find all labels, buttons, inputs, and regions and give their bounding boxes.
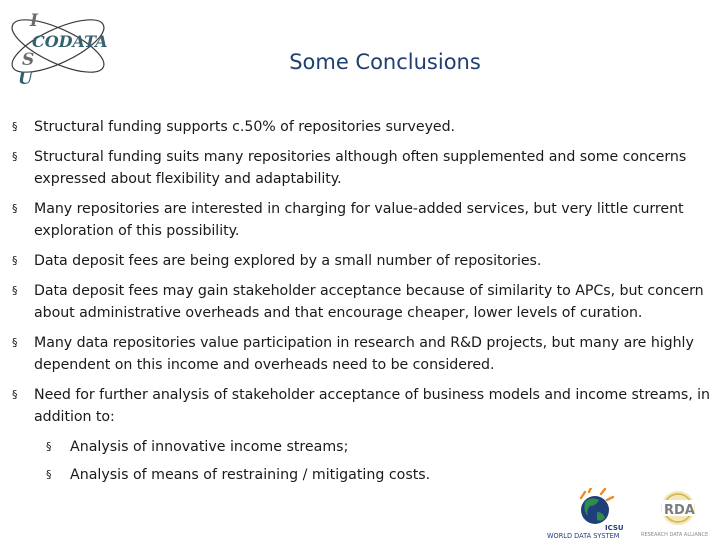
bullet-marker: § xyxy=(12,150,18,163)
slide-title: Some Conclusions xyxy=(289,50,481,74)
bullet-marker: § xyxy=(12,254,18,267)
rda-badge-text: RDA xyxy=(664,503,695,518)
bullet-marker: § xyxy=(12,284,18,297)
bullet-text: Data deposit fees are being explored by a small number of repositories. xyxy=(34,253,542,269)
bullet-text: Need for further analysis of stakeholder acceptance of business models and income streams, in addition to: xyxy=(34,387,710,425)
bullet-text: Structural funding suits many repositories although often supplemented and some concerns expressed about flexibility and adaptability. xyxy=(34,149,687,187)
bullet-marker: § xyxy=(12,388,18,401)
bullet-text: Many data repositories value participation in research and R&D projects, but many are highly dependent on this income and overheads need to be considered. xyxy=(34,335,694,373)
wds-name-text: WORLD DATA SYSTEM xyxy=(547,532,620,540)
sub-bullet-text: Analysis of means of restraining / mitigating costs. xyxy=(70,467,431,483)
bullet-item xyxy=(0,384,712,428)
bullet-marker: § xyxy=(12,336,18,349)
rda-logo xyxy=(640,488,716,540)
sub-bullet-marker: § xyxy=(46,468,52,481)
bullet-marker: § xyxy=(12,120,18,133)
bullet-item xyxy=(0,116,712,138)
bullet-text: Structural funding supports c.50% of repositories surveyed. xyxy=(34,119,456,135)
codata-logo xyxy=(4,4,116,90)
codata-logo-line3: S xyxy=(22,50,35,70)
bullet-text: Data deposit fees may gain stakeholder acceptance because of similarity to APCs, but concern about administrative overheads and that encourage cheaper, lower levels of curation. xyxy=(34,283,704,321)
bullet-item xyxy=(0,146,712,190)
bullet-item xyxy=(0,280,712,324)
bullet-text: Many repositories are interested in charging for value-added services, but very little current exploration of this possibility. xyxy=(34,201,684,239)
bullet-item xyxy=(0,332,712,376)
bullet-item xyxy=(0,198,712,242)
bullet-marker: § xyxy=(12,202,18,215)
conclusions-list xyxy=(0,116,720,492)
sub-bullet-item xyxy=(0,464,720,486)
sub-bullet-text: Analysis of innovative income streams; xyxy=(70,439,349,455)
codata-logo-line2: CODATA xyxy=(32,32,108,51)
wds-badge-text: ICSU xyxy=(605,524,624,532)
codata-logo-line4: U xyxy=(18,69,33,89)
rda-name-text: RESEARCH DATA ALLIANCE xyxy=(641,532,709,538)
sub-bullet-marker: § xyxy=(46,440,52,453)
sub-bullet-item xyxy=(0,436,720,458)
world-data-system-logo xyxy=(545,488,631,540)
bullet-item xyxy=(0,250,712,272)
codata-logo-line1: I xyxy=(30,11,38,31)
